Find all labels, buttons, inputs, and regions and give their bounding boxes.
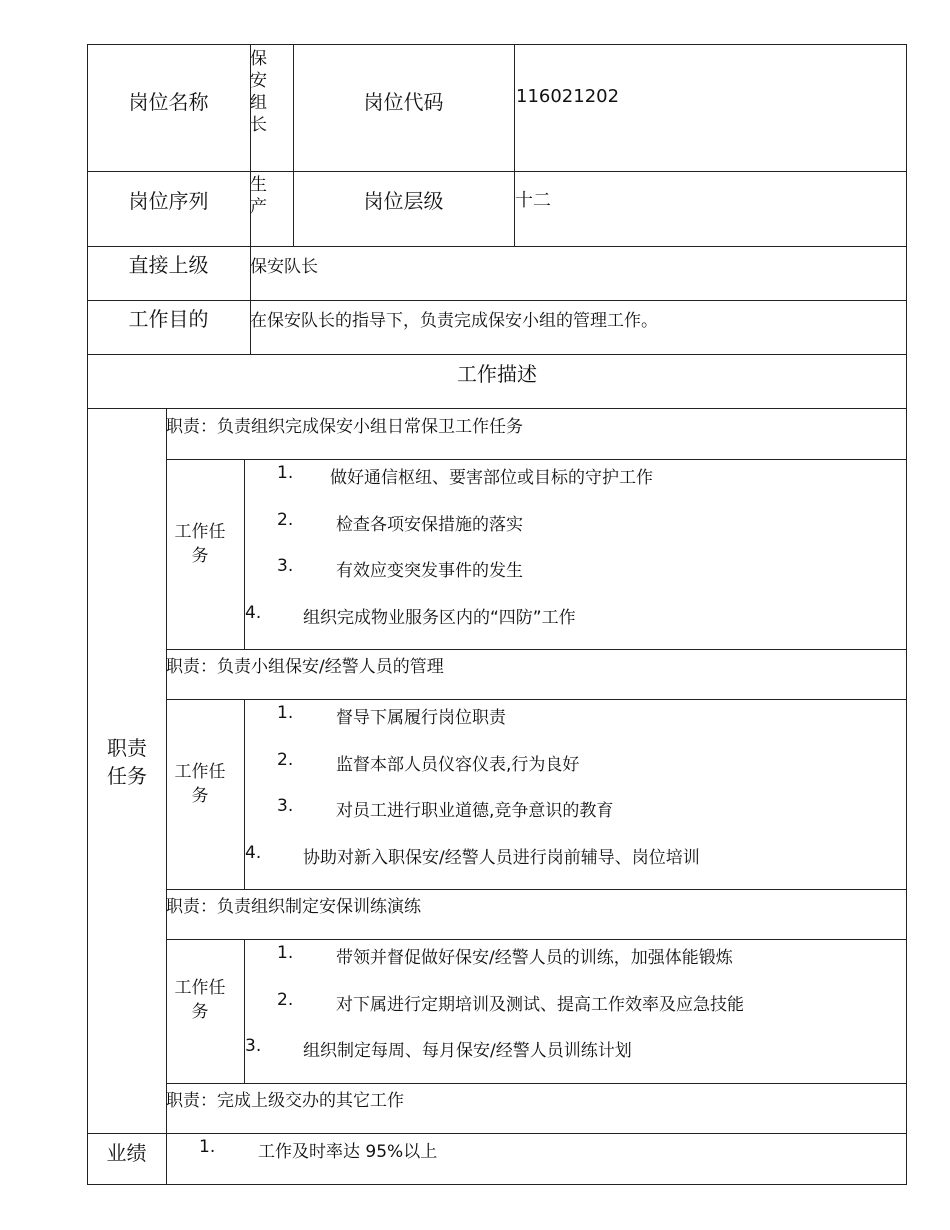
task-number: 2. — [277, 990, 294, 1010]
task-item: 带领并督促做好保安/经警人员的训练，加强体能锻炼 — [336, 948, 733, 968]
post-name-value: 保安组长 — [250, 49, 267, 135]
row-divider — [166, 649, 907, 650]
purpose-value: 在保安队长的指导下，负责完成保安小组的管理工作。 — [250, 311, 658, 331]
task-number: 3. — [245, 1036, 262, 1056]
post-level-value: 十二 — [515, 190, 551, 211]
task-item: 对下属进行定期培训及测试、提高工作效率及应急技能 — [336, 995, 744, 1015]
task-label: 工作任务 — [174, 522, 226, 566]
task-item: 督导下属履行岗位职责 — [336, 708, 506, 728]
row-divider — [87, 354, 907, 355]
col-divider — [293, 44, 294, 246]
task-item: 组织制定每周、每月保安/经警人员训练计划 — [303, 1041, 632, 1061]
task-number: 3. — [277, 796, 294, 816]
row-divider — [166, 939, 907, 940]
superior-label: 直接上级 — [128, 253, 209, 277]
duty-title: 职责：完成上级交办的其它工作 — [166, 1091, 404, 1111]
task-label: 工作任务 — [174, 762, 226, 806]
task-item: 做好通信枢纽、要害部位或目标的守护工作 — [330, 468, 653, 488]
col-divider — [244, 939, 245, 1083]
post-code-value: 116021202 — [516, 86, 620, 107]
task-number: 1. — [277, 703, 294, 723]
row-divider — [166, 699, 907, 700]
row-divider — [87, 408, 907, 409]
performance-label: 业绩 — [106, 1141, 147, 1165]
task-number: 4. — [245, 843, 262, 863]
description-title: 工作描述 — [457, 362, 537, 386]
task-item: 检查各项安保措施的落实 — [336, 515, 523, 535]
task-item: 监督本部人员仪容仪表,行为良好 — [336, 755, 580, 775]
row-divider — [166, 459, 907, 460]
purpose-label: 工作目的 — [128, 307, 209, 331]
col-divider — [166, 408, 167, 1185]
post-name-label: 岗位名称 — [128, 90, 209, 114]
task-number: 1. — [277, 463, 294, 483]
task-number: 2. — [277, 510, 294, 530]
post-code-label: 岗位代码 — [363, 90, 444, 114]
row-divider — [166, 889, 907, 890]
duty-title: 职责：负责组织制定安保训练演练 — [166, 897, 421, 917]
row-divider — [166, 1083, 907, 1084]
post-series-value: 生产 — [250, 175, 267, 217]
post-level-label: 岗位层级 — [363, 189, 444, 213]
duty-title: 职责：负责小组保安/经警人员的管理 — [166, 657, 444, 677]
superior-value: 保安队长 — [250, 257, 318, 277]
task-item: 协助对新入职保安/经警人员进行岗前辅导、岗位培训 — [303, 848, 700, 868]
performance-item: 工作及时率达 95%以上 — [258, 1142, 438, 1162]
task-number: 4. — [245, 603, 262, 623]
job-description-table — [87, 44, 907, 1185]
row-divider — [87, 246, 907, 247]
duty-title: 职责：负责组织完成保安小组日常保卫工作任务 — [166, 417, 523, 437]
row-divider — [87, 300, 907, 301]
col-divider — [514, 44, 515, 246]
performance-number: 1. — [199, 1137, 216, 1157]
task-number: 2. — [277, 750, 294, 770]
task-number: 1. — [277, 943, 294, 963]
row-divider — [87, 1133, 907, 1134]
task-item: 有效应变突发事件的发生 — [336, 561, 523, 581]
task-item: 对员工进行职业道德,竞争意识的教育 — [336, 801, 614, 821]
task-label: 工作任务 — [174, 978, 226, 1022]
task-item: 组织完成物业服务区内的“四防”工作 — [303, 608, 576, 628]
duties-label: 职责任务 — [107, 736, 147, 788]
task-number: 3. — [277, 556, 294, 576]
row-divider — [87, 171, 907, 172]
post-series-label: 岗位序列 — [128, 189, 209, 213]
